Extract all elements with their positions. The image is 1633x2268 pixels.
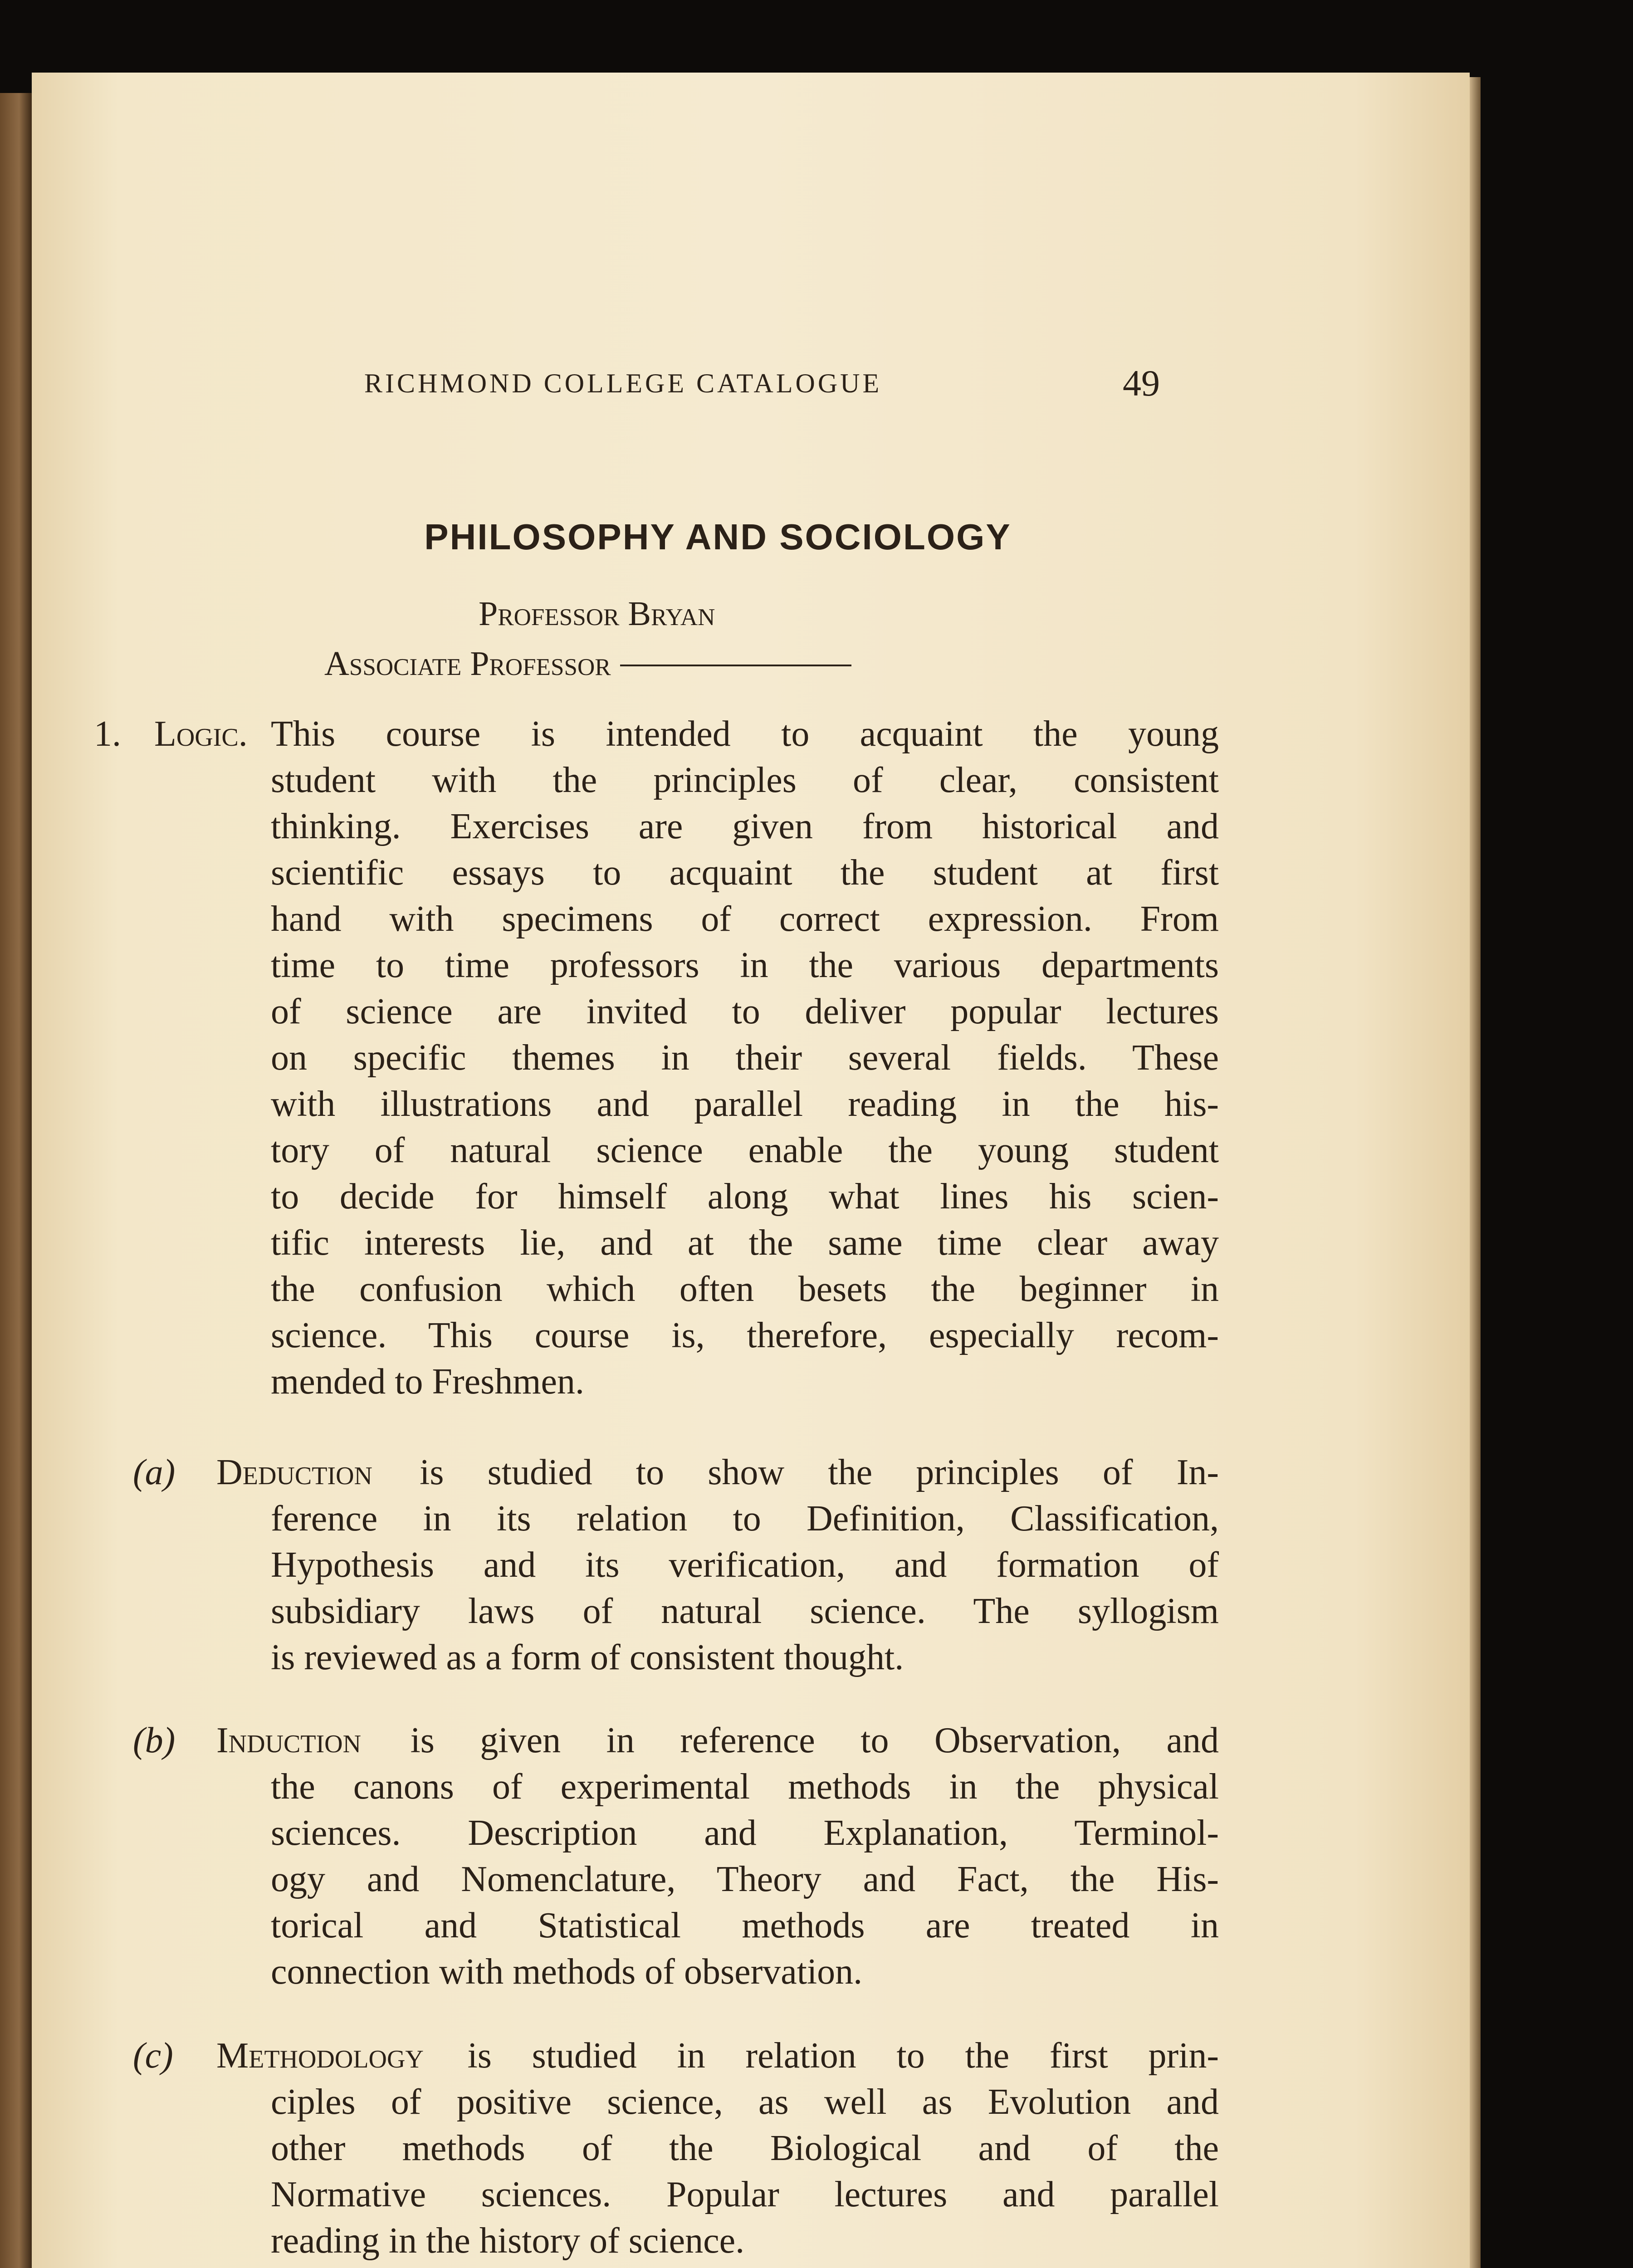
text-line: mended to Freshmen. [271, 1362, 584, 1402]
course-name: Logic. [154, 714, 248, 754]
professor-name: Professor Bryan [479, 595, 715, 633]
text-line: sciences. Description and Explanation, Terminol- [271, 1813, 1219, 1853]
course-description-continued [271, 757, 1219, 1405]
text-line: of science are invited to deliver popular lectures [271, 992, 1219, 1031]
text-line: subsidiary laws of natural science. The syllogism [271, 1591, 1219, 1631]
text-line: ference in its relation to Definition, Classification, [271, 1499, 1219, 1539]
text-line: the confusion which often besets the beginner in [271, 1269, 1219, 1309]
text-line: thinking. Exercises are given from historical and [271, 807, 1219, 846]
text-line: other methods of the Biological and of the [271, 2128, 1219, 2168]
course-number: 1. [94, 714, 121, 754]
subsection-text-continued [271, 1764, 1219, 1995]
subsection-text-continued [271, 1496, 1219, 1681]
associate-professor-label: Associate Professor [324, 645, 611, 683]
text-line: is reviewed as a form of consistent thought. [271, 1637, 904, 1677]
text-line: tory of natural science enable the young student [271, 1130, 1219, 1170]
text-line: Normative sciences. Popular lectures and parallel [271, 2175, 1219, 2214]
subsection-marker: (a) [133, 1452, 176, 1492]
book-spine [0, 93, 32, 2268]
subsection-name: Induction [216, 1721, 362, 1760]
text-line: ciples of positive science, as well as Evolution and [271, 2082, 1219, 2122]
text-line: This course is intended to acquaint the young [271, 714, 1219, 754]
subsection-text [216, 1717, 1219, 1764]
page-edge-shadow [1470, 77, 1481, 2268]
text-line: ogy and Nomenclature, Theory and Fact, the His- [271, 1859, 1219, 1899]
text-line: Deduction is studied to show the principles of In- [216, 1452, 1219, 1492]
text-line: Hypothesis and its verification, and formation of [271, 1545, 1219, 1585]
text-line: Induction is given in reference to Observation, and [216, 1721, 1219, 1760]
text-line: Methodology is studied in relation to the first prin- [216, 2036, 1219, 2076]
text-line: tific interests lie, and at the same time clear away [271, 1223, 1219, 1263]
text-line: the canons of experimental methods in the physical [271, 1767, 1219, 1807]
text-line: science. This course is, therefore, especially recom- [271, 1315, 1219, 1355]
running-head-title: RICHMOND COLLEGE CATALOGUE [364, 368, 882, 398]
subsection-name: Methodology [216, 2036, 424, 2076]
course-description [271, 711, 1219, 757]
catalogue-page [32, 73, 1470, 2268]
text-line: to decide for himself along what lines his scien- [271, 1177, 1219, 1217]
text-line: scientific essays to acquaint the student at first [271, 853, 1219, 893]
subsection-name: Deduction [216, 1452, 372, 1492]
text-line: reading in the history of science. [271, 2221, 745, 2261]
associate-professor-line [324, 644, 851, 684]
subsection-marker: (c) [133, 2036, 173, 2076]
vacancy-blank-line [620, 665, 851, 666]
text-line: time to time professors in the various departments [271, 945, 1219, 985]
subsection-text [216, 1449, 1219, 1496]
text-line: connection with methods of observation. [271, 1952, 863, 1992]
subsection-text-continued [271, 2079, 1219, 2264]
text-line: hand with specimens of correct expression. From [271, 899, 1219, 939]
professor-line [479, 594, 715, 634]
subsection-marker: (b) [133, 1721, 176, 1760]
section-title: PHILOSOPHY AND SOCIOLOGY [424, 517, 1012, 557]
running-head [32, 356, 1470, 411]
text-line: on specific themes in their several fields. These [271, 1038, 1219, 1078]
text-line: student with the principles of clear, consistent [271, 760, 1219, 800]
text-line: with illustrations and parallel reading in the his- [271, 1084, 1219, 1124]
page-number: 49 [1123, 362, 1160, 404]
text-line: torical and Statistical methods are treated in [271, 1906, 1219, 1945]
subsection-text [216, 2033, 1219, 2079]
